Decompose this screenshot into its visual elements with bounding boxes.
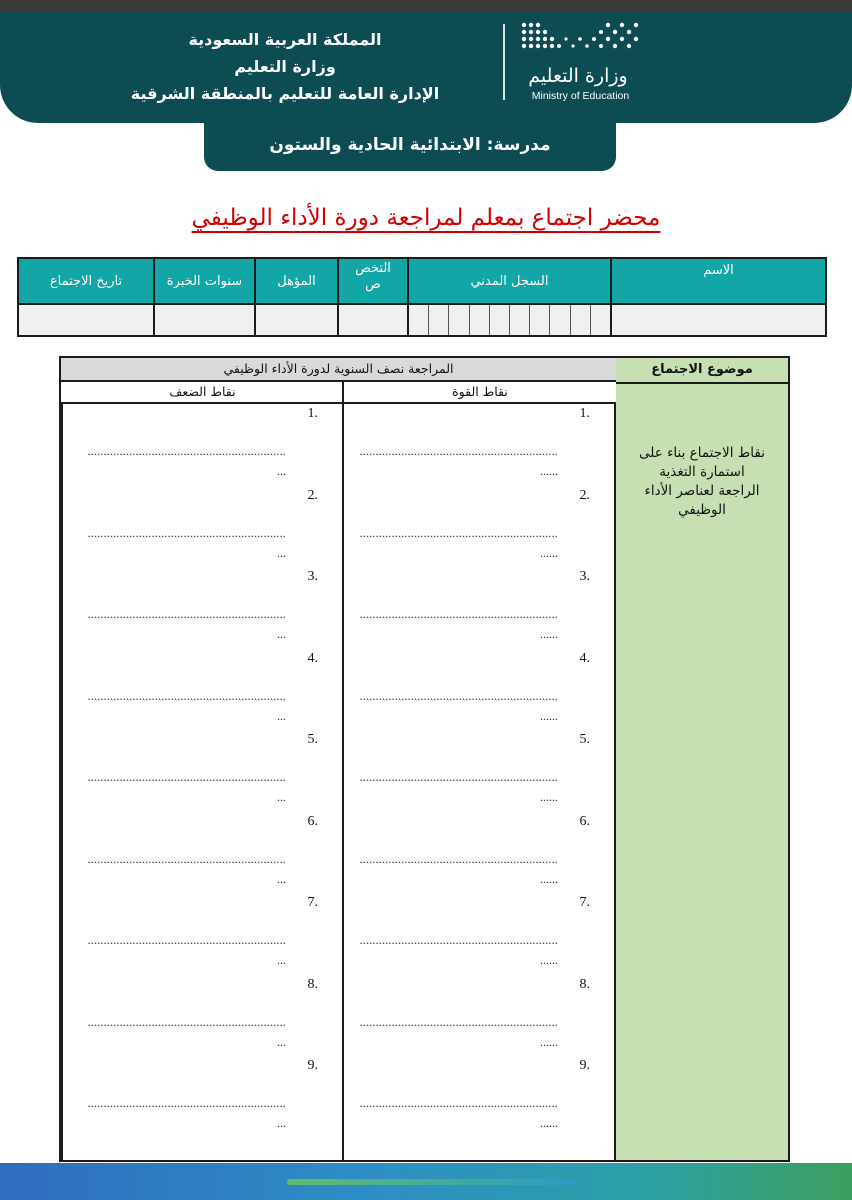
meeting-date-field[interactable] — [18, 304, 154, 336]
strengths-header: نقاط القوة — [344, 382, 616, 404]
strength-item-number: 4. — [579, 650, 590, 666]
document-title: محضر اجتماع بمعلم لمراجعة دورة الأداء الوظيفي — [191, 205, 661, 231]
weakness-dotted-line: .............................................................. — [87, 851, 286, 866]
strength-dotted-line-end: ...... — [540, 708, 558, 723]
strength-dotted-line: .............................................................. — [359, 444, 558, 458]
header-meeting-date: تاريخ الاجتماع — [18, 258, 154, 304]
weakness-item-number: 8. — [307, 976, 318, 992]
weakness-item[interactable] — [63, 406, 344, 488]
weakness-item-number: 2. — [307, 487, 318, 503]
meeting-topic-header: موضوع الاجتماع — [616, 358, 788, 384]
school-name-box — [204, 119, 616, 171]
weakness-dotted-line-end: ... — [277, 1034, 286, 1049]
strength-dotted-line: .............................................................. — [359, 688, 558, 703]
weakness-item-number: 1. — [307, 406, 318, 421]
weakness-item[interactable] — [63, 814, 344, 896]
strength-dotted-line: .............................................................. — [359, 851, 558, 866]
meeting-review-table — [59, 356, 790, 1162]
strength-dotted-line: .............................................................. — [359, 933, 558, 947]
letterhead-text — [120, 26, 450, 107]
school-name: مدرسة: الابتدائية الحادية والستون — [269, 135, 551, 155]
weakness-dotted-line-end: ... — [277, 871, 286, 886]
strength-dotted-line-end: ...... — [540, 1116, 558, 1130]
header-experience: سنوات الخبرة — [154, 258, 255, 304]
strength-dotted-line-end: ...... — [540, 627, 558, 641]
strength-dotted-line: .............................................................. — [359, 1096, 558, 1110]
spec-part1: التخص — [355, 261, 391, 276]
civil-record-digit-boxes — [409, 305, 610, 335]
strength-dotted-line-end: ...... — [540, 790, 558, 804]
weakness-item[interactable] — [63, 488, 344, 570]
ministry-logo — [518, 17, 643, 107]
strength-item[interactable] — [344, 814, 616, 896]
directorate-name: الإدارة العامة للتعليم بالمنطقة الشرقية — [130, 84, 440, 103]
weakness-item[interactable] — [63, 569, 344, 651]
weakness-dotted-line-end: ... — [277, 464, 286, 478]
strength-item-number: 3. — [579, 569, 590, 584]
specialization-field[interactable] — [338, 304, 408, 336]
header-name: الاسم — [611, 258, 826, 304]
logo-arabic-text: وزارة التعليم — [528, 65, 628, 87]
weakness-item-number: 6. — [307, 813, 318, 829]
strengths-column — [344, 404, 616, 1160]
experience-field[interactable] — [154, 304, 255, 336]
strength-dotted-line-end: ...... — [540, 1034, 558, 1049]
weakness-dotted-line: .............................................................. — [87, 1014, 286, 1029]
weakness-dotted-line: .............................................................. — [87, 525, 286, 540]
strength-dotted-line: .............................................................. — [359, 607, 558, 621]
strength-item[interactable] — [344, 569, 616, 651]
strength-item-number: 5. — [579, 732, 590, 747]
weakness-item[interactable] — [63, 732, 344, 814]
weakness-dotted-line: .............................................................. — [87, 1096, 286, 1110]
civil-record-field[interactable] — [408, 304, 611, 336]
strength-dotted-line-end: ...... — [540, 464, 558, 478]
meeting-topic-text: نقاط الاجتماع بناء على استمارة التغذية الراجعة لعناصر الأداء الوظيفي — [639, 445, 765, 518]
strength-item[interactable] — [344, 406, 616, 488]
header-divider — [503, 24, 505, 100]
weakness-item-number: 4. — [307, 650, 318, 666]
weakness-item[interactable] — [63, 651, 344, 733]
letterhead — [0, 12, 852, 123]
weaknesses-header: نقاط الضعف — [61, 382, 344, 404]
ministry-name: وزارة التعليم — [234, 57, 336, 76]
weaknesses-column — [61, 404, 344, 1160]
weakness-item[interactable] — [63, 977, 344, 1059]
weakness-dotted-line-end: ... — [277, 953, 286, 967]
spec-part2: ص — [365, 277, 381, 292]
strength-item-number: 2. — [579, 487, 590, 503]
name-field[interactable] — [611, 304, 826, 336]
strength-item-number: 1. — [579, 406, 590, 421]
weakness-dotted-line-end: ... — [277, 708, 286, 723]
logo-english-text: Ministry of Education — [531, 90, 630, 102]
weakness-dotted-line-end: ... — [277, 545, 286, 560]
header-specialization — [338, 258, 408, 304]
weakness-item-number: 9. — [307, 1058, 318, 1073]
strength-dotted-line-end: ...... — [540, 871, 558, 886]
strength-dotted-line-end: ...... — [540, 953, 558, 967]
strength-item[interactable] — [344, 488, 616, 570]
weakness-item-number: 3. — [307, 569, 318, 584]
strength-item[interactable] — [344, 732, 616, 814]
qualification-field[interactable] — [255, 304, 338, 336]
strength-dotted-line: .............................................................. — [359, 525, 558, 540]
strength-item[interactable] — [344, 895, 616, 977]
header-civil-record: السجل المدني — [408, 258, 611, 304]
weakness-dotted-line: .............................................................. — [87, 770, 286, 784]
strength-dotted-line: .............................................................. — [359, 770, 558, 784]
weakness-item[interactable] — [63, 895, 344, 977]
strength-item[interactable] — [344, 977, 616, 1059]
strength-dotted-line: .............................................................. — [359, 1014, 558, 1029]
weakness-item-number: 5. — [307, 732, 318, 747]
weakness-dotted-line-end: ... — [277, 1116, 286, 1130]
strength-dotted-line-end: ...... — [540, 545, 558, 560]
weakness-dotted-line: .............................................................. — [87, 688, 286, 703]
kingdom-name: المملكة العربية السعودية — [188, 30, 382, 49]
window-top-bar — [0, 0, 852, 12]
strength-item-number: 7. — [579, 895, 590, 910]
review-header: المراجعة نصف السنوية لدورة الأداء الوظيفي — [61, 358, 616, 382]
weakness-dotted-line-end: ... — [277, 790, 286, 804]
weakness-dotted-line-end: ... — [277, 627, 286, 641]
footer-pill — [287, 1179, 576, 1185]
logo-dots-icon — [518, 17, 643, 63]
strength-item-number: 9. — [579, 1058, 590, 1073]
strength-item[interactable] — [344, 651, 616, 733]
strength-item-number: 6. — [579, 813, 590, 829]
weakness-dotted-line: .............................................................. — [87, 607, 286, 621]
weakness-dotted-line: .............................................................. — [87, 933, 286, 947]
teacher-info-table — [17, 257, 827, 337]
strength-item-number: 8. — [579, 976, 590, 992]
strength-item[interactable] — [344, 1058, 616, 1140]
header-qualification: المؤهل — [255, 258, 338, 304]
meeting-topic-column — [614, 358, 788, 1160]
weakness-item-number: 7. — [307, 895, 318, 910]
weakness-dotted-line: .............................................................. — [87, 444, 286, 458]
weakness-item[interactable] — [63, 1058, 344, 1140]
